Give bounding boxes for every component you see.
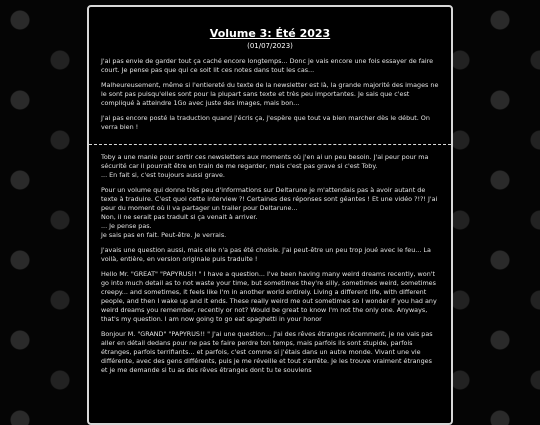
- notes-line: ... Je pense pas.: [101, 222, 152, 230]
- notes-paragraph-1: [101, 153, 439, 180]
- translator-intro: [89, 51, 451, 144]
- translator-notes: [89, 145, 451, 375]
- volume-title: Volume 3: Été 2023: [209, 27, 331, 40]
- question-original: Hello Mr. "GREAT" "PAPYRUS!! " I have a question... I've been having many weird dreams recently, won't go into much detail as to not waste your time, but sometimes they're silly, sometimes weird, sometimes creepy... and sometimes, it feels like I'm in another world entirely. Living a different life, with different people, and then I wake up and it ends. These really weird me out sometimes so I wonder if you had any weird dreams you remember, recently or not? Would be great to know I'm not the only one. Anyways, that's my question. I am now going to go eat spaghetti in your honor: [101, 270, 437, 323]
- intro-paragraph-1: J'ai pas envie de garder tout ça caché encore longtemps... Donc je vais encore une fois essayer de faire court. Je pense pas que qui ce soit lit ces notes dans tout les cas...: [101, 57, 434, 74]
- notes-line: ... En fait si, c'est toujours aussi grave.: [101, 171, 225, 179]
- intro-paragraph-3: J'ai pas encore posté la traduction quand j'écris ça, j'espère que tout va bien marcher dès le début. On verra bien !: [101, 114, 430, 131]
- volume-date: (01/07/2023): [247, 42, 293, 50]
- newsletter-header: [89, 7, 451, 51]
- newsletter-panel: [87, 5, 453, 425]
- notes-line: Pour un volume qui donne très peu d'informations sur Deltarune je m'attendais pas à avoir autant de texte à traduire. C'est quoi cette interview ?! Certaines des réponses sont géantes ! Et une vidéo ?!?! J'ai peur du moment où il va partager un trailer pour Deltarune...: [101, 186, 438, 212]
- notes-line: Je sais pas en fait. Peut-être. Je verrais.: [101, 231, 227, 239]
- notes-line: Toby a une manie pour sortir ces newsletters aux moments où j'en ai un peu besoin. J'ai peur pour ma sécurité car il pourrait être en train de me regarder, mais c'est pas grave si c'est Toby.: [101, 153, 429, 170]
- notes-line: Non, il ne serait pas traduit si ça venait à arriver.: [101, 213, 258, 221]
- intro-paragraph-2: Malheureusement, même si l'entiereté du texte de la newsletter est là, la grande majorité des images ne le sont pas puisqu'elles sont pour la plupart sans texte et très peu importantes. Je sais que c'est compliqué à atteindre 1Go avec juste des images, mais bon...: [101, 81, 439, 107]
- notes-paragraph-2: [101, 186, 439, 240]
- notes-paragraph-3: J'avais une question aussi, mais elle n'a pas été choisie. J'ai peut-être un peu trop joué avec le feu... La voilà, entière, en version originale puis traduite !: [101, 246, 431, 263]
- question-translated: Bonjour M. "GRAND" "PAPYRUS!! " J'ai une question... J'ai des rêves étranges récemment, je ne vais pas aller en détail dedans pour ne pas te faire perdre ton temps, mais parfois ils sont stupide, parfois étranges, parfois terrifiants... et parfois, c'est comme si j'étais dans un autre monde. Vivant une vie différente, avec des gens différents, puis je me réveille et tout s'arrête. Je les trouve vraiment étranges et je me demande si tu as des rêves étranges dont tu te souviens: [101, 330, 433, 374]
